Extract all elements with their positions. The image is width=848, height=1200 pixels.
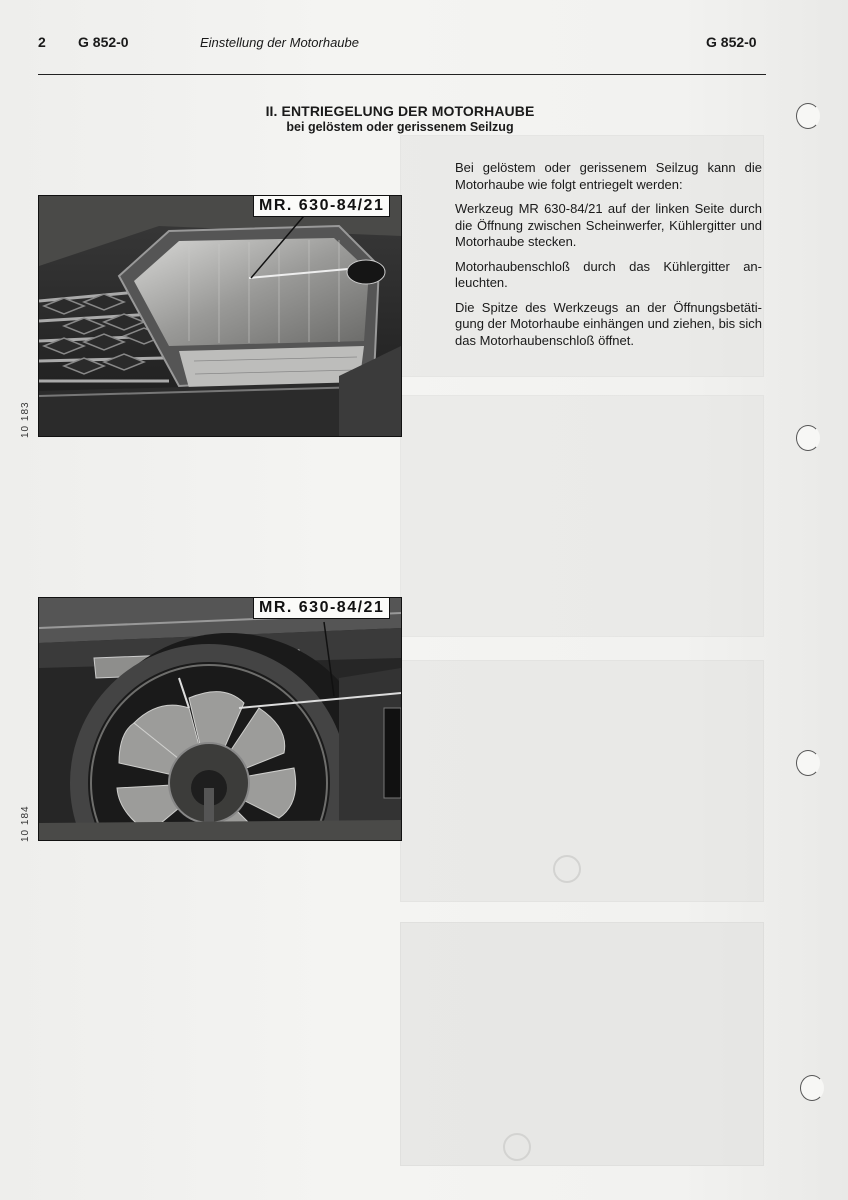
fan-photo [38, 597, 402, 841]
tool-label: MR. 630-84/21 [253, 597, 390, 619]
binder-hole [796, 425, 820, 451]
binder-hole [796, 750, 820, 776]
figure-number: 10 184 [20, 805, 31, 842]
headlight-photo-image [39, 196, 401, 436]
section-subtitle: bei gelöstem oder gerissenem Seilzug [286, 120, 514, 134]
section-title: II. ENTRIEGELUNG DER MOTORHAUBE [265, 103, 535, 119]
show-through-panel [400, 922, 764, 1166]
header-rule [38, 74, 766, 75]
document-code: G 852-0 [78, 34, 129, 50]
show-through-panel [400, 660, 764, 902]
headlight-photo [38, 195, 402, 437]
binder-hole [796, 103, 820, 129]
tool-label: MR. 630-84/21 [253, 195, 390, 217]
instruction-paragraph: Werkzeug MR 630-84/21 auf der linken Seite durch die Öffnung zwischen Scheinwerfer, Kühlergitter und Motorhaube stecken. [455, 201, 762, 249]
binder-hole [800, 1075, 824, 1101]
instruction-paragraph: Die Spitze des Werkzeugs an der Öffnungsbetätigung der Motorhaube einhängen und ziehen, bis sich das Motorhaubenschloß öffnet. [455, 299, 762, 348]
instruction-text [455, 160, 762, 357]
document-code-right: G 852-0 [706, 34, 757, 50]
instruction-paragraph: Bei gelöstem oder gerissenem Seilzug kann die Motorhaube wie folgt entriegelt werden: [455, 160, 762, 192]
show-through-circle [553, 855, 581, 883]
page-title: Einstellung der Motorhaube [200, 35, 359, 50]
fan-photo-image [39, 598, 401, 840]
instruction-paragraph: Motorhaubenschloß durch das Kühlergitter anleuchten. [455, 258, 762, 290]
show-through-panel [400, 395, 764, 637]
figure-number: 10 183 [20, 401, 31, 438]
show-through-circle [503, 1133, 531, 1161]
page-number: 2 [38, 34, 46, 50]
